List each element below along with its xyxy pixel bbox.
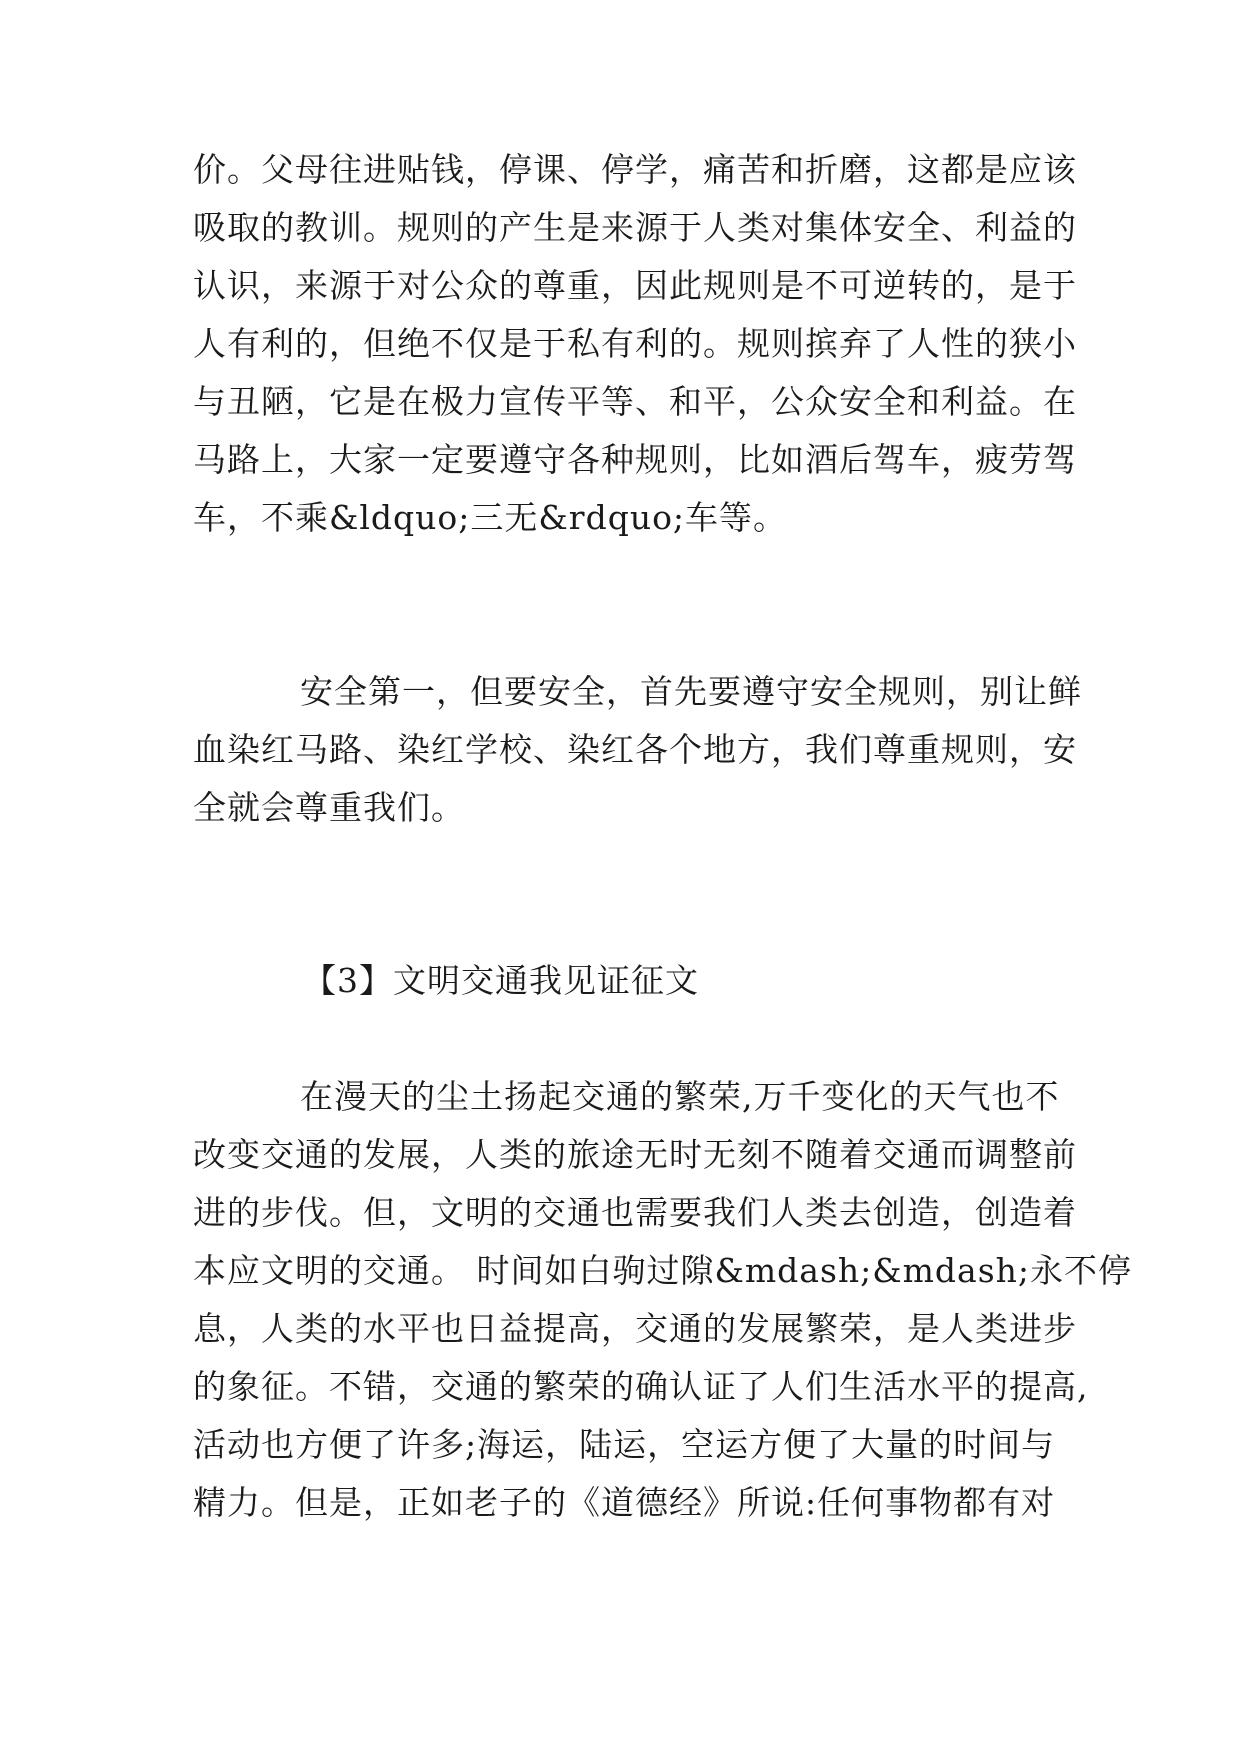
paragraph-line: 价。父母往进贴钱，停课、停学，痛苦和折磨，这都是应该 — [193, 150, 1077, 189]
paragraph-line: 与丑陋，它是在极力宣传平等、和平，公众安全和利益。在 — [193, 382, 1077, 421]
paragraph-line: 活动也方便了许多;海运，陆运，空运方便了大量的时间与 — [193, 1425, 1056, 1464]
paragraph-line: 人有利的，但绝不仅是于私有利的。规则摈弃了人性的狭小 — [193, 324, 1077, 363]
paragraph-line: 血染红马路、染红学校、染红各个地方，我们尊重规则，安 — [193, 730, 1077, 769]
paragraph-line: 全就会尊重我们。 — [193, 788, 465, 827]
paragraph-line: 认识，来源于对公众的尊重，因此规则是不可逆转的，是于 — [193, 266, 1077, 305]
paragraph-line: 进的步伐。但，文明的交通也需要我们人类去创造，创造着 — [193, 1193, 1077, 1232]
paragraph-line: 安全第一，但要安全，首先要遵守安全规则，别让鲜 — [300, 672, 1082, 711]
paragraph-line: 在漫天的尘土扬起交通的繁荣,万千变化的天气也不 — [300, 1077, 1060, 1116]
paragraph-line: 的象征。不错，交通的繁荣的确认证了人们生活水平的提高, — [193, 1367, 1089, 1406]
paragraph-line: 车，不乘&ldquo;三无&rdquo;车等。 — [193, 498, 788, 537]
section-heading: 【3】文明交通我见证征文 — [303, 961, 699, 1000]
paragraph-line: 吸取的教训。规则的产生是来源于人类对集体安全、利益的 — [193, 208, 1077, 247]
paragraph-line: 精力。但是，正如老子的《道德经》所说:任何事物都有对 — [193, 1483, 1056, 1522]
paragraph-line: 本应文明的交通。 时间如白驹过隙&mdash;&mdash;永不停 — [193, 1251, 1133, 1290]
paragraph-line: 改变交通的发展，人类的旅途无时无刻不随着交通而调整前 — [193, 1135, 1077, 1174]
paragraph-line: 马路上，大家一定要遵守各种规则，比如酒后驾车，疲劳驾 — [193, 440, 1077, 479]
paragraph-line: 息，人类的水平也日益提高，交通的发展繁荣，是人类进步 — [193, 1309, 1077, 1348]
